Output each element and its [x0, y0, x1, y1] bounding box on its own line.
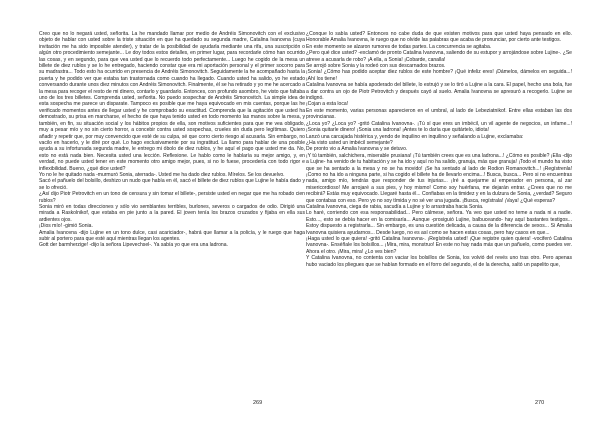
paragraph: De pronto vio a Amalia Ivanovna y se detuvo.: [306, 146, 408, 153]
left-page: [39, 31, 305, 393]
right-page: [306, 31, 572, 393]
paragraph: Y Catalina Ivanovna, no contenta con vaciar los bolsillos de Sonia, los volvió del revés uno tras otro. Pero apenas hubo vaciado los pliegues que se habían formado en el forro del segundo, el de la derecha, saltó un papelito que,: [306, 255, 572, 268]
paragraph: Sacó el pañuelo del bolsillo, deshizo un nudo que había en él, sacó el billete de diez rublos que Lujine le había dado y se lo ofreció.: [39, 178, 305, 191]
paragraph: ¿Conque lo sabía usted? Entonces no cabe duda de que existen motivos para que usted haya pensado en ello. Honorable Amalia Ivanovna, le ruego que no olvide las palabras que acaba de pronunciar, por cierto ante testigos.: [306, 31, 572, 44]
paragraph: Sonia miró en todas direcciones y sólo vio semblantes terribles, burlones, severos o cargados de odio. Dirigió una mirada a Raskolnikof, que estaba en pie junto a la pared. El joven tenía los brazos cruzados y fijaba en ella sus ardientes ojos.: [39, 203, 305, 223]
page-number: 270: [535, 400, 545, 406]
paragraph: Creo que no lo negará usted, señorita. La he mandado llamar por medio de Andréis Simonovitch con el exclusivo objeto de hablar con usted sobre la triste situación en que ha quedado su segunda madre, Catalina Ivanovna (cuya invitación me ha sido imposible atender), y tratar de la posibilidad de ayudarla mediante una rifa, una suscripción o algún otro procedimiento semejante... Le doy todos estos detalles, en primer lugar, para recordarle cómo han ocurrido las cosas, y en segundo, para que vea usted que lo recuerdo todo perfectamente... Luego he cogido de la mesa un billete de diez rublos y se lo he entregado, haciendo constar que era mi aportación personal y el primer socorro para su madrastra... Todo esto ha ocurrido en presencia de Andréis Simonovitch. Seguidamente la he acompañado hasta la puerta y he podido ver que estaba tan trastornada como cuando ha llegado. Cuando usted ha salido, yo he estado conversando durante unos diez minutos con Andréis Simonovitch. Finalmente, él se ha retirado y yo me he acercado a la mesa para recoger el resto de mi dinero, contarlo y guardarlo. Entonces, con profundo asombro, he visto que faltaba uno de los tres billetes. Comprenda usted, señorita. No puedo sospechar de Andréis Simonovitch. La simple idea de esta sospecha me parece un disparate. Tampoco es posible que me haya equivocado en mis cuentas, porque las he verificado momentos antes de llegar usted y he comprobado su exactitud. Comprenda que la agitación que usted ha demostrado, su prisa en marcharse, el hecho de que haya tenido usted en todo momento las manos sobre la mesa, y también, en fin, su situación social y los hábitos propios de ella, son motivos suficientes para que me vea obligado, muy a pesar mío y no sin cierto horror, a concebir contra usted sospechas, crueles sin duda pero legítimas. Quiero añadir y repetir que, por muy convencido que esté de su culpa, sé que corro cierto riesgo al acusarla. Sin embargo, no vacilo en hacerlo, y le diré por qué. Lo hago exclusivamente por su ingratitud. La llamo para hablar de una posible ayuda a su infortunada segunda madre, le entrego mi óbolo de diez rublos, y he aquí el pago que usted me da. No, esto no está nada bien. Necesita usted una lección. Reflexione. Le hablo como le hablaría su mejor amigo, y, en verdad, no puede usted tener en este momento otro amigo mejor, pues, si no lo fuese, procedería con todo rigor e inflexibilidad. Bueno, ¿qué dice usted?: [39, 31, 305, 172]
paragraph: ¡Sonia! ¿Cómo has podido aceptar diez rublos de este hombre? ¡Qué infeliz eres! ¡Dámelos, dámelos en seguida...! ¡Ahí los tiene!: [306, 69, 572, 82]
gutter: [299, 10, 300, 414]
page-number: 269: [253, 400, 263, 406]
paragraph: ¿Ha visto usted un imbécil semejante?: [306, 139, 393, 146]
paragraph: ¿Loca yo? ¿Loca yo? -gritó Catalina Ivanovna-. ¡Tú sí que eres un imbécil, un vil agente de negocios, un infame...! ¡Sonia quitarle dinero! ¡Sonia una ladrona! ¡Antes te lo daría que quitártelo, idiota!: [306, 120, 572, 134]
paragraph: Amalia Ivanovna -dijo Lujine en un tono dulce, casi acariciador-, habrá que llamar a la policía, y le ruego que haga subir al portero para que esté aquí mientras llegan los agentes.: [39, 229, 305, 242]
paragraph: Catalina Ivanovna se había apoderado del billete, lo estrujó y se lo tiró a Lujine a la cara. El papel, hecho una bola, fue a dar contra un ojo de Piotr Petrovitch y después cayó al suelo. Amalia Ivanovna se apresuró a recogerlo. Lujine se indignó.: [306, 82, 572, 102]
paragraph: ¿Así dijo Piotr Petrovitch en un tono de censura y sin tomar el billete-, persiste usted en negar que me ha robado cien rublos?: [39, 191, 305, 204]
paragraph: Catalina Ivanovna, ciega de rabia, sacudía a Lujine y lo arrastraba hacia Sonia.: [306, 203, 484, 210]
paragraph: ¿Pero qué dice usted? -exclamó de pronto Catalina Ivanovna, saliendo de su estupor y arrojándose sobre Lujine-. ¿Se atreve a acusarla de robo? ¡A ella, a Sonia! ¡Cobarde, canalla!: [306, 50, 572, 63]
paragraph: Lo haré, corriendo con esa responsabilidad... Pero cálmese, señora. Ya veo que usted no teme a nada ni a nadie. Esto..., esto se debía hacer en la comisaría... Aunque -prosiguió Lujine, balbuceando- hay aquí bastantes testigos... Estoy dispuesto a registrarla... Sin embargo, es una cuestión delicada, a causa de la diferencia de sexos... Si Amalia Ivanovna quisiera ayudarnos... Desde luego, no es así como se hacen estas cosas, pero hay casos en que...: [306, 210, 572, 236]
paragraph: ¡Y tú también, salchichera, miserable prusiana! ¡Tú también crees que es una ladrona...! ¿Cómo es posible? ¡Ella -dijo a Lujine- ha venido de tu habitación y se ha ido y aquí no ha salido, granuja, más que granuja! ¡Todo el mundo ha visto que se ha sentado a la mesa y no se ha movido! ¡Se ha sentado al lado de Rodion Romanovitch...! ¡Regístrenla! ¡Como no ha ido a ninguna parte, si ha cogido el billete ha de llevarlo encima...! Busca, busca... Pero si no encuentras nada, amigo mío, tendrás que responder de tus injurias... ¡Iré a quejarme al emperador en persona, al zar misericordioso! Me arrojaré a sus pies, y hoy mismo! Como soy huérfana, me dejarán entrar. ¿Crees que no me recibirá? Estás muy equivocado. Llegaré hasta él... Confiabas en la timidez y en la dulzura de Sonia, ¿verdad? Seguro que contabas con eso. Pero yo no soy tímida y no sé ver una jugada. ¡Busca, regístrala! ¡Vaya! ¿Qué esperas?: [306, 152, 572, 204]
paragraph: Gott der barmherzige! -dijo la señora Lipevechsel-. Ya sabía yo que era una ladrona.: [39, 242, 228, 249]
paragraph: Yo no le he quitado nada -murmuró Sonia, aterrada-. Usted me ha dado diez rublos. Mírelos. Se los devuelvo.: [39, 171, 285, 178]
paragraph: ¡Dios mío! -gimió Sonia.: [39, 223, 93, 230]
paragraph: Lanzó una carcajada histérica y, yendo de inquilino en inquilino y señalando a Lujine, exclamaba:: [306, 133, 524, 140]
paragraph: En este momento, varias personas aparecieron en el umbral, al lado de Lebeziatnikof. Entre ellas estaban las dos provincianas.: [306, 107, 572, 121]
paragraph: ¡Haga usted lo que quiera! -gritó Catalina Ivanovna-. ¡Regístrela usted! ¡Que registre quien quiera! -vociferó Catalina Ivanovna-. Enséñale los bolsillos... ¡Mira, mira, monstruo! En este no hay nada más que un pañuelo, como puedes ver. Ahora el otro. ¡Mira, mira! ¿Lo ves bien?: [306, 236, 572, 255]
paragraph: Se arrojó sobre Sonia y la rodeó con sus descarnados brazos.: [306, 63, 446, 70]
paragraph: ¡Cojan a esta loca!: [306, 101, 349, 108]
paragraph: En este momento se alzaron rumores de todas partes. La concurrencia se agitaba.: [306, 43, 492, 50]
